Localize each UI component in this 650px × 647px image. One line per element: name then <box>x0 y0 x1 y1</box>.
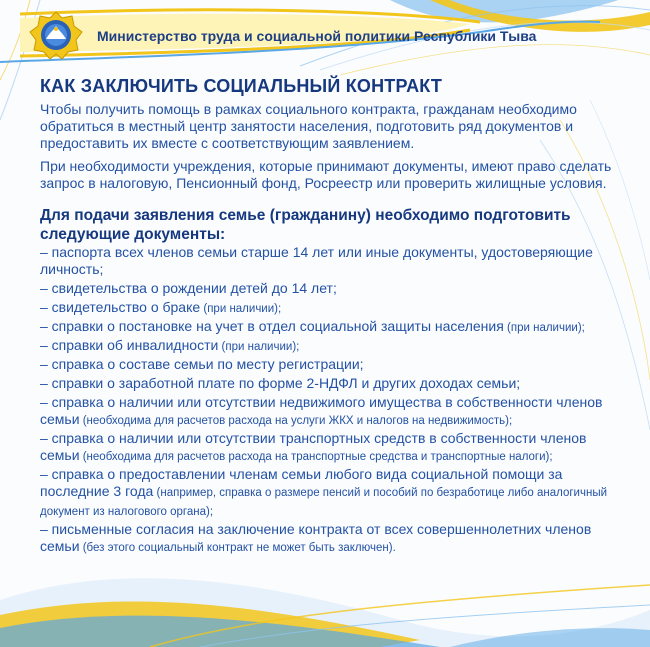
documents-heading: Для подачи заявления семье (гражданину) необходимо подготовить следующие документы: <box>40 207 571 243</box>
list-item: – паспорта всех членов семьи старше 14 лет или иные документы, удостоверяющие личность; <box>40 244 593 277</box>
intro-paragraph-2: При необходимости учреждения, которые принимают документы, имеют право сделать запрос в налоговую, Пенсионный фонд, Росреестр или проверить жилищные условия. <box>40 158 612 191</box>
list-item: – свидетельства о рождении детей до 14 лет; <box>40 280 337 296</box>
list-item: – справка о предоставлении членам семьи любого вида социальной помощи за последние 3 года (например, справка о размере пенсий и пособий по безработице либо аналогичный документ из налогового органа); <box>40 466 608 518</box>
list-item: – свидетельство о браке (при наличии); <box>40 299 282 315</box>
header-banner <box>0 0 650 66</box>
list-item: – справка о наличии или отсутствии транспортных средств в собственности членов семьи (необходима для расчетов расхода на транспортные средства и транспортные налоги); <box>40 430 587 463</box>
list-item: – справки о постановке на учет в отдел социальной защиты населения (при наличии); <box>40 318 585 334</box>
page-title: КАК ЗАКЛЮЧИТЬ СОЦИАЛЬНЫЙ КОНТРАКТ <box>40 76 443 96</box>
tuva-emblem-icon <box>28 10 84 60</box>
main-content <box>40 76 620 557</box>
list-item: – справки об инвалидности (при наличии); <box>40 337 300 353</box>
list-item: – справка о составе семьи по месту регистрации; <box>40 356 364 372</box>
intro-paragraph-1: Чтобы получить помощь в рамках социального контракта, гражданам необходимо обратиться в местный центр занятости населения, подготовить ряд документов и предоставить их вместе с соответствующим заявлением. <box>40 101 577 151</box>
list-item: – справки о заработной плате по форме 2-НДФЛ и других доходах семьи; <box>40 375 521 391</box>
list-item: – справка о наличии или отсутствии недвижимого имущества в собственности членов семьи (необходима для расчетов расхода на услуги ЖКХ и налогов на недвижимость); <box>40 394 603 427</box>
list-item: – письменные согласия на заключение контракта от всех совершеннолетних членов семьи (без этого социальный контракт не может быть заключен). <box>40 521 592 554</box>
documents-list <box>40 244 620 557</box>
header-title: Министерство труда и социальной политики Республики Тыва <box>97 28 537 44</box>
